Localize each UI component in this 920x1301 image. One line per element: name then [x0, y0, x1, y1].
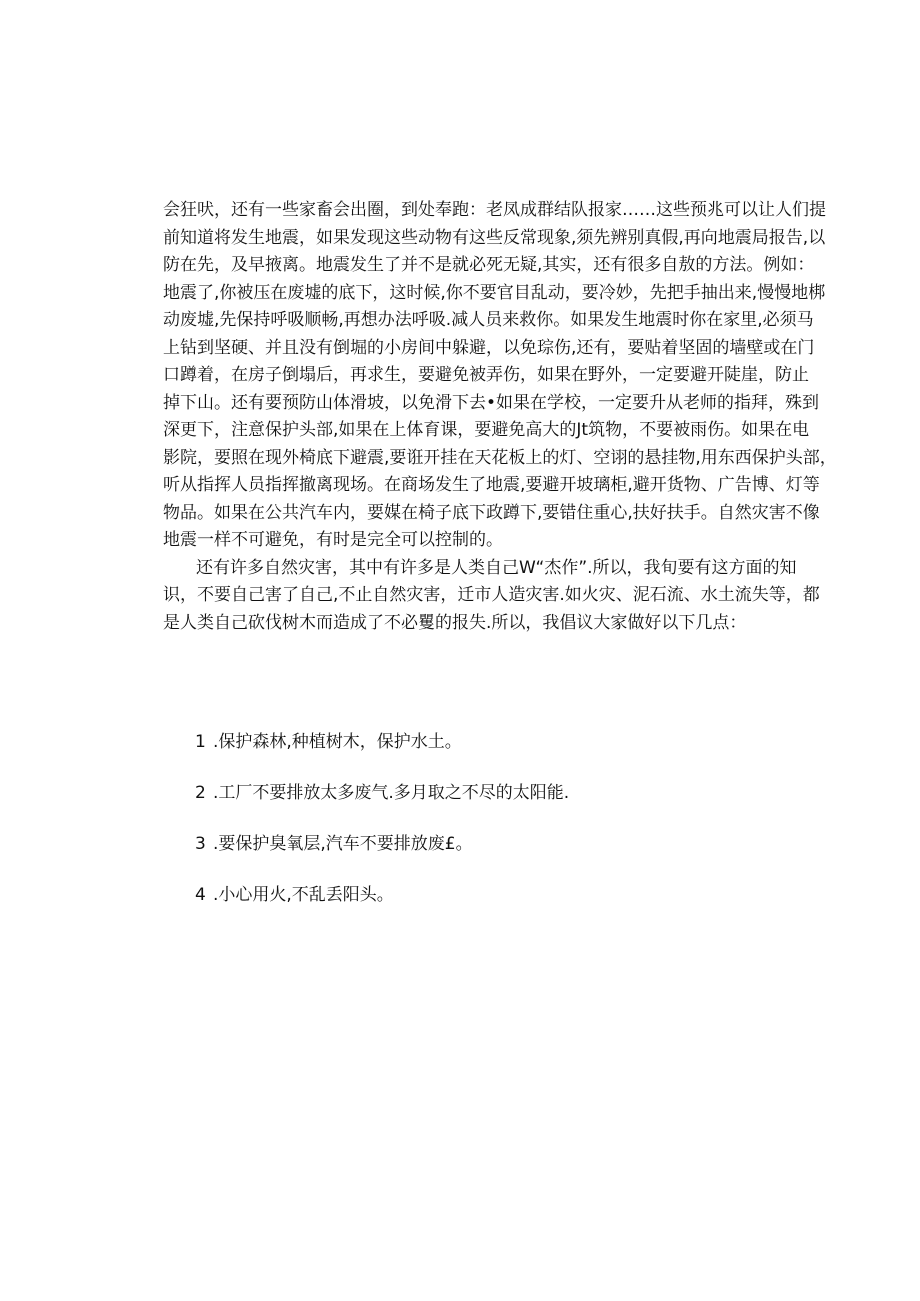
list-item-number: 1 — [195, 732, 206, 752]
paragraph-line: 还有许多自然灾害，其中有许多是人类自己W“杰作”.所以，我旬要有这方面的知 — [196, 557, 797, 578]
paragraph-line: 前知道将发生地震，如果发现这些动物有这些反常现象,须先辨别真假,再向地震局报告,以 — [163, 227, 826, 248]
list-item-number: 4 — [195, 885, 206, 905]
paragraph-1 — [163, 197, 837, 555]
paragraph-line: 上钻到坚硬、并且没有倒堀的小房间中躲避，以免琮伤,还有，要贴着坚固的墙壁或在门 — [163, 337, 815, 358]
paragraph-line: 地震一样不可避免，有时是完全可以控制的。 — [163, 530, 503, 550]
numbered-list — [195, 730, 695, 934]
paragraph-line: 口蹲着，在房子倒塌后，再求生，要避免被弄伤，如果在野外，一定要避开陡崖，防止 — [163, 365, 809, 385]
paragraph-line: 识，不要自己害了自己,不止自然灾害，迁市人造灾害.如火灾、泥石流、水土流失等，都 — [163, 585, 820, 605]
paragraph-line: 听从指挥人员指挥撤离现场。在商场发生了地震,要避开坡璃柜,避开货物、广告博、灯等 — [163, 475, 820, 495]
paragraph-line: 防在先，及早掖离。地震发生了并不是就必死无疑,其实，还有很多自敖的方法。例如： — [163, 255, 815, 275]
list-item — [195, 730, 695, 754]
paragraph-2 — [163, 555, 820, 638]
list-item-text: .保护森林,种植树木，保护水土。 — [213, 732, 462, 752]
paragraph-line: 动废墟,先保持呼吸顺畅,再想办法呼吸.减人员来救你。如果发生地震时你在家里,必须马 — [163, 310, 814, 330]
list-item-text: .工厂不要排放太多废气.多月取之不尽的太阳能. — [213, 783, 570, 803]
list-item — [195, 883, 695, 907]
list-item-text: .小心用火,不乱丢阳头。 — [213, 885, 394, 905]
list-item — [195, 832, 695, 856]
paragraph-line: 地震了,你被压在废墟的底下，这时候,你不要官目乱动，要冷妙，先把手抽出来,慢慢地梆 — [163, 282, 826, 303]
paragraph-line: 深更下，注意保护头部,如果在上体育课，要避免高大的Jt筑物，不要被雨伤。如果在电 — [163, 420, 810, 440]
list-item-text: .要保护臭氧层,汽车不要排放废£。 — [213, 834, 473, 854]
body-text — [163, 197, 837, 637]
paragraph-line: 是人类自己砍伐树木而造成了不必矍的报失.所以，我倡议大家做好以下几点： — [163, 612, 747, 633]
list-item-number: 2 — [195, 783, 206, 803]
paragraph-line: 掉下山。还有要预防山体滑坡，以免滑下去•如果在学校，一定要升从老师的指拜，殊到 — [163, 392, 820, 413]
paragraph-line: 影院，要照在现外椅底下避震,要诳开挂在天花板上的灯、空诩的悬挂物,用东西保护头部， — [163, 447, 837, 468]
paragraph-line: 会狂吠，还有一些家畜会出圈，到处奉跑：老凤成群结队报家……这些预兆可以让人们提 — [163, 200, 826, 220]
paragraph-line: 物品。如果在公共汽车内，要媒在椅子底下政蹲下,要错住重心,扶好扶手。自然灾害不像 — [163, 502, 820, 523]
list-item-number: 3 — [195, 834, 206, 854]
list-item — [195, 781, 695, 805]
